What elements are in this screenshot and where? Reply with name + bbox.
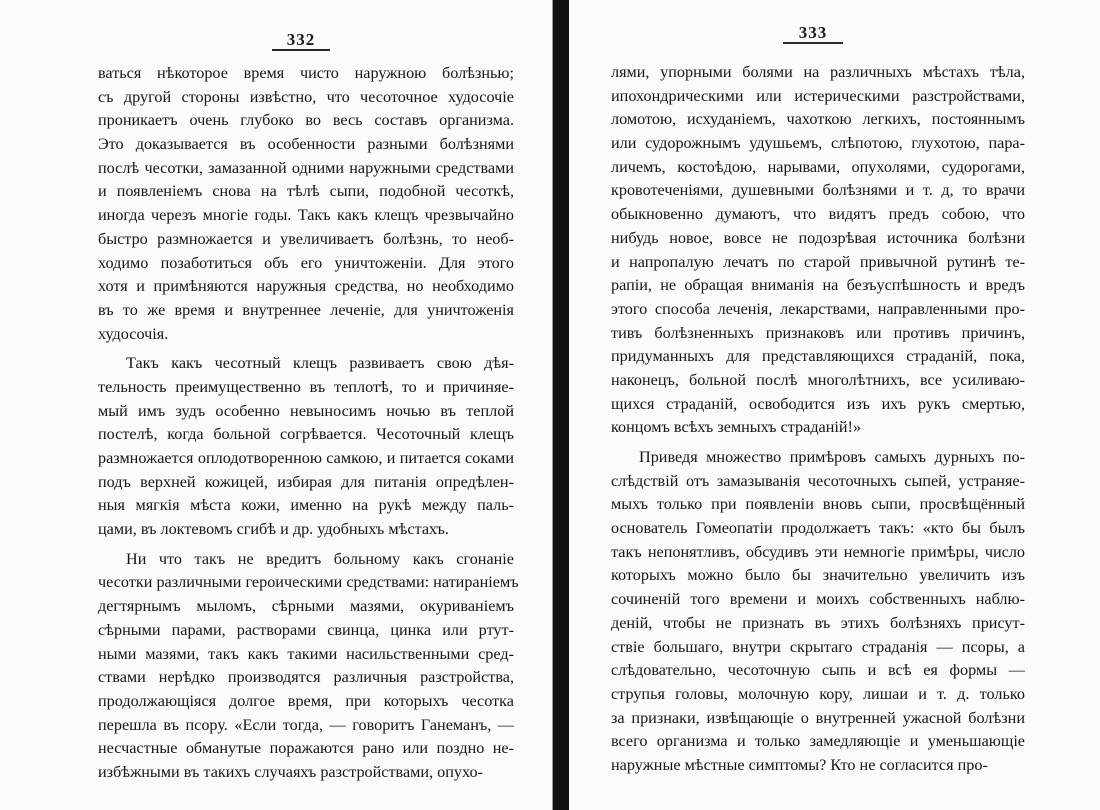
text-line: въ то же время и внутреннее леченіе, для уничтоженія (98, 300, 514, 319)
text-line: мыхъ только при появленіи вновь сыпи, просвѣщённый (611, 495, 1025, 514)
text-line: чесотки различными героическими средствами: натираніемъ (98, 573, 519, 592)
text-line: всего организма и только замедляющіе и уменьшающіе (611, 732, 1025, 751)
text-line: ломотою, исхуданіемъ, чахоткою легкихъ, постояннымъ (611, 110, 1025, 129)
text-line: сочиненій того времени и моихъ собственныхъ наблю- (611, 590, 1025, 609)
text-line: съ другой стороны извѣстно, что чесоточное худосочіе (98, 87, 514, 106)
text-line: проникаетъ очень глубоко во весь составъ организма. (98, 111, 514, 130)
text-line: ныя мягкія мѣста кожи, именно на рукѣ между паль- (98, 496, 514, 515)
text-line: концомъ всѣхъ земныхъ страданій!» (611, 418, 862, 437)
text-line: за признаки, извѣщающіе о внутренней ужасной болѣзни (611, 708, 1025, 727)
text-line: избѣжными въ такихъ случаяхъ разстройствами, опухо- (98, 762, 483, 781)
text-line: и напропалую лечатъ по старой привычной рутинѣ те- (611, 252, 1025, 271)
text-line: продолжающіяся долгое время, при которыхъ чесотка (98, 691, 514, 710)
text-line: худосочія. (98, 324, 169, 343)
text-line: Приведя множество примѣровъ самыхъ дурныхъ по- (639, 448, 1025, 466)
text-line: ипохондрическими или истерическими разстройствами, (611, 86, 1025, 105)
text-line: и появленіемъ снова на тѣлѣ сыпи, подобной чесоткѣ, (98, 182, 514, 201)
text-line: слѣдовательно, чесоточную сыпь и всѣ ея формы — (611, 661, 1025, 680)
text-line: наружные мѣстные симптомы? Кто не согласится про- (611, 755, 988, 774)
text-line: такъ непонятливъ, обсудивъ эти немногіе примѣры, число (611, 542, 1025, 561)
left-page-edge (552, 0, 553, 810)
text-line: постелѣ, когда больной согрѣвается. Чесоточный клещъ (98, 425, 514, 444)
text-line: наконецъ, больной послѣ многолѣтнихъ, все усиливаю- (611, 370, 1025, 389)
text-line: или судорожнымъ удушьемъ, слѣпотою, глухотою, пара- (611, 134, 1025, 153)
text-line: щихся страданій, освободится изъ ихъ рукъ смертью, (611, 394, 1025, 413)
text-line: Это доказывается въ особенности разными болѣзнями (98, 135, 514, 154)
left-page-number: 332 (286, 30, 316, 49)
text-line: перешла въ псору. «Если тогда, — говоритъ Ганеманъ, — (98, 715, 514, 734)
text-line: ствіе большаго, внутри скрытаго страданія — псоры, а (611, 637, 1025, 656)
text-line: Такъ какъ чесотный клещъ развиваетъ свою дѣя- (126, 354, 514, 373)
text-line: сѣрными парами, растворами свинца, цинка или ртут- (98, 620, 514, 639)
text-line: ваться нѣкоторое время чисто наружною болѣзнью; (98, 64, 514, 82)
text-line: лями, упорными болями на различныхъ мѣстахъ тѣла, (611, 63, 1025, 81)
text-line: рапіи, не обращая вниманія на безъуспѣшность и вредъ (611, 276, 1025, 295)
text-line: нибудь новое, вовсе не подозрѣвая источника болѣзни (611, 228, 1025, 247)
text-line: ными мазями, такъ какъ такими насильственными сред- (98, 644, 514, 663)
text-line: иногда черезъ многіе годы. Такъ какъ клещъ чрезвычайно (98, 206, 514, 225)
left-page-text (98, 62, 519, 785)
text-line: мый имъ зудъ особенно невыносимъ ночью въ теплой (98, 401, 514, 420)
left-page-number-rule (272, 49, 330, 51)
right-page (569, 0, 1100, 810)
text-line: которыхъ можно было бы значительно увеличить изъ (611, 566, 1025, 585)
text-line: подъ верхней кожицей, избирая для питанія опредѣлен- (98, 472, 514, 491)
text-line: быстро размножается и увеличиваетъ болѣзнь, то необ- (98, 229, 514, 248)
text-line: ходимо позаботиться объ его уничтоженіи. Для этого (98, 253, 514, 272)
book-gutter (553, 0, 569, 810)
text-line: послѣ чесотки, замазанной одними наружными средствами (98, 158, 514, 177)
text-line: цами, въ локтевомъ сгибѣ и др. удобныхъ мѣстахъ. (98, 520, 449, 539)
text-line: тивъ болѣзненныхъ признаковъ или противъ причинъ, (611, 323, 1025, 342)
text-line: хотя и примѣняются наружныя средства, но необходимо (98, 277, 514, 296)
right-page-number-rule (783, 42, 843, 44)
text-line: тельность преимущественно въ теплотѣ, то и причиняе- (98, 377, 514, 396)
text-line: Ни что такъ не вредитъ больному какъ сгонаніе (126, 549, 514, 568)
text-line: кровотеченіями, душевными болѣзнями и т. д, то врачи (611, 181, 1025, 200)
text-line: струпья головы, молочную кору, лишаи и т. д. только (611, 684, 1025, 703)
text-line: этого способа леченія, лекарствами, направленными про- (611, 299, 1025, 318)
right-page-number: 333 (798, 23, 828, 42)
text-line: несчастные обманутые поражаются рано или поздно не- (98, 739, 514, 758)
text-line: размножается оплодотворенною самкою, и питается соками (98, 449, 514, 467)
text-line: слѣдствій отъ замазыванія чесоточныхъ сыпей, устраняе- (611, 471, 1025, 490)
text-line: деній, чтобы не признать въ этихъ болѣзняхъ присут- (611, 613, 1025, 632)
text-line: основатель Гомеопатіи продолжаетъ такъ: «кто бы былъ (611, 519, 1025, 538)
right-page-text (611, 61, 1025, 778)
text-line: придуманныхъ для представляющихся страданій, пока, (611, 347, 1025, 366)
text-line: ствами нерѣдко производятся различныя разстройства, (98, 668, 514, 687)
text-line: обыкновенно думаютъ, что видятъ предъ собою, что (611, 205, 1025, 224)
text-line: дегтярнымъ мыломъ, сѣрными мазями, окуриваніемъ (98, 597, 514, 616)
text-line: личемъ, костоѣдою, нарывами, опухолями, судорогами, (611, 157, 1025, 176)
